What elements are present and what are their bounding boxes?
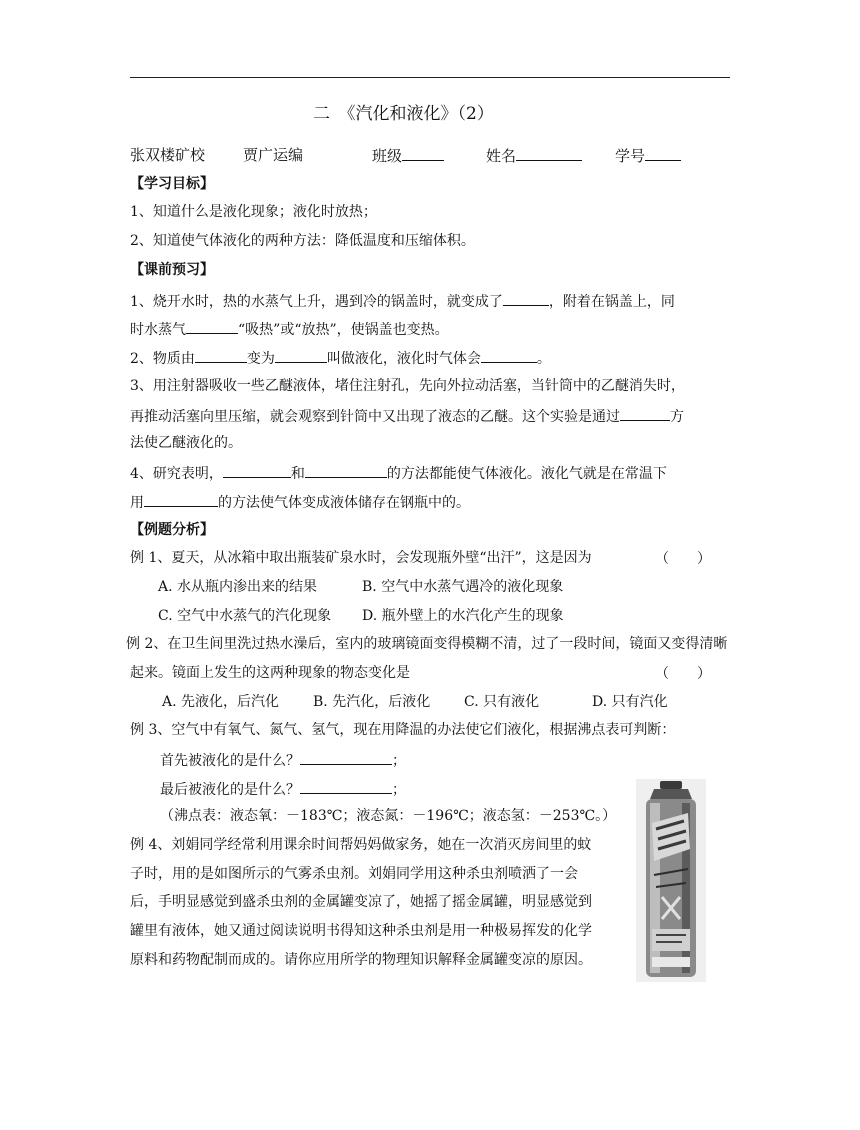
goal-item: 1、知道什么是液化现象；液化时放热；: [130, 204, 377, 220]
ex1-option-d: D. 瓶外壁上的水汽化产生的现象: [362, 608, 564, 624]
answer-blank[interactable]: [300, 749, 392, 765]
text: 4、研究表明，: [130, 466, 223, 482]
answer-blank[interactable]: [300, 778, 392, 794]
ex1-option-b: B. 空气中水蒸气遇冷的液化现象: [362, 579, 564, 595]
answer-blank[interactable]: [481, 347, 537, 363]
text: ；: [392, 782, 406, 798]
examples-heading: 【例题分析】: [130, 522, 214, 538]
text: 再推动活塞向里压缩，就会观察到针筒中又出现了液态的乙醚。这个实验是通过: [130, 409, 620, 425]
class-field: [372, 145, 444, 166]
ex3-note: （沸点表：液态氧：－183℃；液态氮：－196℃；液态氢：－253℃。）: [160, 808, 617, 824]
answer-blank[interactable]: [186, 318, 238, 334]
preview-q4-line2: [130, 491, 470, 513]
ex4-line: 例 4、刘娟同学经常利用课余时间帮妈妈做家务，她在一次消灭房间里的蚊: [130, 837, 592, 853]
text: ，附着在锅盖上，同: [548, 294, 675, 310]
text: 用: [130, 495, 144, 511]
ex3-q2: [160, 778, 406, 800]
goal-item: 2、知道使气体液化的两种方法：降低温度和压缩体积。: [130, 233, 475, 249]
number-field: [615, 145, 681, 166]
text: 的方法都能使气体液化。液化气就是在常温下: [386, 466, 667, 482]
ex2-line2: 起来。镜面上发生的这两种现象的物态变化是: [130, 665, 410, 681]
preview-q3-line3: 法使乙醚液化的。: [130, 435, 242, 451]
text: 2、物质由: [130, 351, 195, 367]
class-blank[interactable]: [402, 145, 444, 161]
answer-blank[interactable]: [503, 290, 549, 306]
top-rule: [130, 77, 730, 78]
answer-blank[interactable]: [195, 347, 247, 363]
preview-q3-line1: 3、用注射器吸收一些乙醚液体，堵住注射孔，先向外拉动活塞，当针筒中的乙醚消失时，: [130, 378, 685, 394]
ex4-line: 原料和药物配制而成的。请你应用所学的物理知识解释金属罐变凉的原因。: [130, 952, 592, 968]
ex2-line1: 例 2、在卫生间里洗过热水澡后，室内的玻璃镜面变得模糊不清，过了一段时间，镜面又变得清晰: [126, 636, 728, 652]
ex2-option-b: B. 先汽化，后液化: [313, 694, 431, 710]
class-label: 班级: [372, 147, 403, 165]
text: 和: [290, 466, 305, 482]
text: 时水蒸气: [130, 322, 186, 338]
ex2-option-a: A. 先液化，后汽化: [162, 694, 280, 710]
text: 。: [536, 351, 551, 367]
text: 方: [670, 409, 684, 425]
answer-blank[interactable]: [275, 347, 327, 363]
author: 贾广运编: [243, 146, 304, 164]
text: 叫做液化，液化时气体会: [326, 351, 481, 367]
text: “吸热”或“放热”，使锅盖也变热。: [238, 322, 449, 338]
answer-blank[interactable]: [223, 462, 291, 478]
name-blank[interactable]: [516, 145, 582, 161]
ex1-option-a: A. 水从瓶内渗出来的结果: [158, 579, 318, 595]
preview-q3-line2: [130, 405, 684, 427]
number-blank[interactable]: [645, 145, 681, 161]
ex2-option-d: D. 只有汽化: [592, 694, 668, 710]
preview-q2: [130, 347, 551, 369]
school-name: 张双楼矿校: [130, 146, 206, 164]
answer-blank[interactable]: [305, 462, 387, 478]
ex4-line: 罐里有液体，她又通过阅读说明书得知这种杀虫剂是用一种极易挥发的化学: [130, 923, 592, 939]
answer-blank[interactable]: [144, 491, 218, 507]
header-row: [130, 145, 205, 165]
ex3-stem: 例 3、空气中有氧气、氮气、氢气，现在用降温的办法使它们液化，根据沸点表可判断：: [130, 722, 676, 738]
page-title: 二 《汽化和液化》（2）: [313, 104, 494, 124]
text: 最后被液化的是什么？: [160, 782, 300, 798]
preview-heading: 【课前预习】: [130, 262, 214, 278]
name-label: 姓名: [486, 147, 517, 165]
aerosol-can-icon: [636, 779, 706, 982]
number-label: 学号: [615, 147, 646, 165]
text: ；: [392, 753, 406, 769]
preview-q1-line2: [130, 318, 449, 340]
text: 的方法使气体变成液体储存在钢瓶中的。: [218, 495, 470, 511]
ex1-stem: 例 1、夏天，从冰箱中取出瓶装矿泉水时，会发现瓶外壁“出汗”，这是因为: [130, 550, 592, 566]
ex3-q1: [160, 749, 406, 771]
ex4-line: 后，手明显感觉到盛杀虫剂的金属罐变凉了，她摇了摇金属罐，明显感觉到: [130, 894, 592, 910]
text: 首先被液化的是什么？: [160, 753, 300, 769]
ex2-answer-paren[interactable]: （ ）: [655, 666, 711, 682]
preview-q1-line1: [130, 290, 675, 312]
ex1-answer-paren[interactable]: （ ）: [655, 551, 711, 567]
text: 1、烧开水时，热的水蒸气上升，遇到冷的锅盖时，就变成了: [130, 294, 503, 310]
ex2-option-c: C. 只有液化: [464, 694, 540, 710]
text: 变为: [246, 351, 275, 367]
goals-heading: 【学习目标】: [130, 176, 214, 192]
ex1-option-c: C. 空气中水蒸气的汽化现象: [158, 608, 332, 624]
answer-blank[interactable]: [620, 405, 670, 421]
ex4-line: 子时，用的是如图所示的气雾杀虫剂。刘娟同学用这种杀虫剂喷洒了一会: [130, 866, 578, 882]
preview-q4-line1: [130, 462, 667, 484]
name-field: [486, 145, 582, 166]
